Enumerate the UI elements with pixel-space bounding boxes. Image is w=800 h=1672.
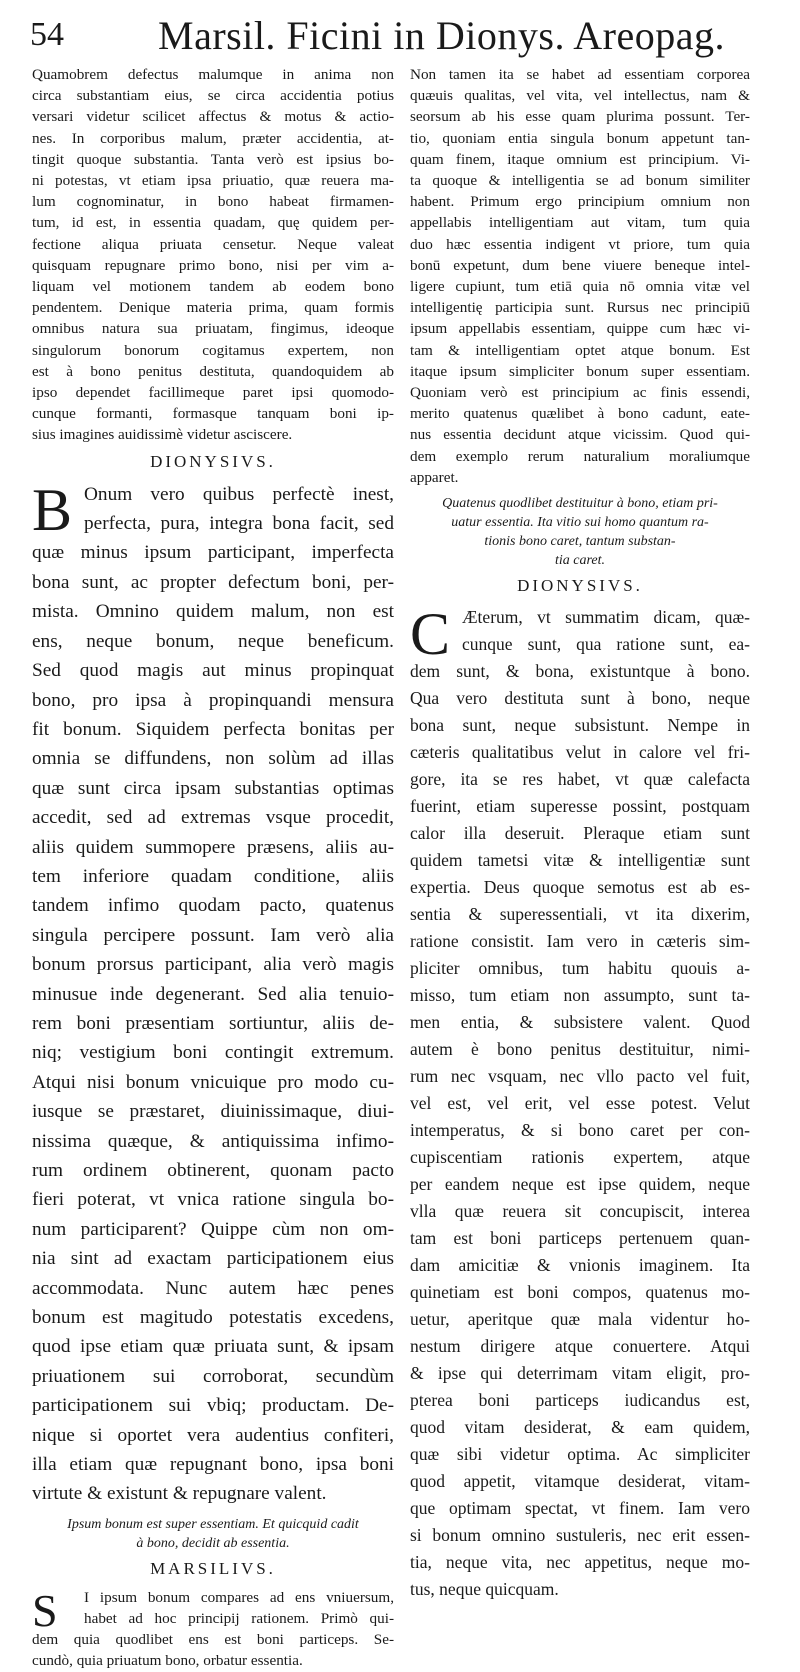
text-line: ta quoque & intelligentia se ad bonum similiter	[410, 172, 750, 190]
text-line: lum cognominatur, in bono habeat firmamen-	[32, 193, 394, 211]
text-line: tam & intelligentiam optet atque bonum. Est	[410, 341, 750, 359]
text-line: cæteris qualitatibus velut in calore vel fri-	[410, 742, 750, 763]
commentary-paragraph	[410, 64, 750, 488]
text-line: calor illa deseruit. Pleraque etiam sunt	[410, 823, 750, 844]
text-line: habent. Primum ergo principium omnium non	[410, 193, 750, 211]
text-line: omnibus natura sua priuatam, fingimus, ideoque	[32, 320, 394, 338]
text-line: seorsum ab his esse quam plurima possunt. Ter-	[410, 108, 750, 126]
text-line: niq; vestigium boni contingit extremum.	[32, 1042, 394, 1064]
text-line: cupiscentiam rationis expertem, atque	[410, 1147, 750, 1168]
text-line: tio, quoniam entia singula bonum appetunt tan-	[410, 129, 750, 147]
text-line: Æterum, vt summatim dicam, quæ-	[462, 607, 750, 628]
text-line: aliis quidem summopere præsens, aliis au-	[32, 836, 394, 858]
text-line: mista. Omnino quidem malum, non est	[32, 601, 394, 623]
text-line: bonum est magitudo potestatis excedens,	[32, 1307, 394, 1329]
page-number: 54	[30, 16, 64, 53]
text-line: uetur, aperitque quæ mala videntur ho-	[410, 1309, 750, 1330]
text-line: apparet.	[410, 468, 459, 486]
text-line: dem sunt, & bona, existuntque à bono.	[410, 661, 750, 682]
drop-cap: S	[32, 1584, 58, 1636]
text-line: circa substantiam eius, se circa accidentia potius	[32, 87, 394, 105]
text-line: bona sunt, ac propter defectum boni, per-	[32, 571, 394, 593]
text-line: Quatenus quodlibet destituitur à bono, etiam pri-	[442, 496, 718, 512]
text-line: intelligentię participia sunt. Rursus nec principiū	[410, 299, 750, 317]
text-line: merito quatenus quælibet à bono cadunt, eate-	[410, 405, 750, 423]
section-heading-marsilius: MARSILIVS.	[150, 1558, 276, 1578]
text-line: ipsum appellabis essentiam, quippe cum hæc vi-	[410, 320, 750, 338]
text-line: quod ipse etiam quæ priuata sunt, & ipsam	[32, 1336, 394, 1358]
text-line: Atqui nisi bonum vnicuique pro modo cu-	[32, 1071, 394, 1093]
section-heading-dionysius: DIONYSIVS.	[517, 576, 643, 596]
text-line: tum, id est, in essentia quadam, quę quidem per-	[32, 214, 394, 232]
text-line: tandem infimo quodam pacto, quatenus	[32, 895, 394, 917]
text-line: vel est, vel erit, vel esse potest. Velut	[410, 1093, 750, 1114]
text-line: accedit, sed ad extremas vsque procedit,	[32, 807, 394, 829]
text-line: tingit quoque substantia. Tanta verò est ipsius bo-	[32, 150, 394, 168]
text-line: ligere cupiunt, tum etiā quia nō omnia vitæ vel	[410, 278, 750, 296]
text-line: I ipsum bonum compares ad ens vniuersum,	[84, 1588, 394, 1606]
text-line: per eandem neque est ipse quidem, neque	[410, 1174, 750, 1195]
text-line: cunque formanti, formasque tanquam boni ip-	[32, 405, 394, 423]
text-line: appellabis intelligentiam aut vitam, tum quia	[410, 214, 750, 232]
text-line: bono, pro ipsa à propinquandi mensura	[32, 689, 394, 711]
text-line: Quamobrem defectus malumque in anima non	[32, 66, 394, 83]
text-line: habet ad hoc principij rationem. Primò qui-	[84, 1610, 394, 1628]
text-line: versari videtur scilicet affectus & motus & actio-	[32, 108, 394, 126]
text-line: quod vitam desiderat, & eam quidem,	[410, 1417, 750, 1438]
text-line: minusue inde degenerant. Sed alia tenuio-	[32, 983, 394, 1005]
text-line: ipso dependet facillimeque paret ipsi quomodo-	[32, 384, 394, 402]
marsilius-paragraph	[32, 1584, 394, 1672]
text-line: fieri poterat, vt vnica ratione singula bo-	[32, 1189, 394, 1211]
text-line: quisquam repugnare primo bono, nisi per vim a-	[32, 256, 394, 274]
text-line: & ipse qui deterrimam vitam eligit, pro-	[410, 1363, 750, 1384]
text-line: quam finem, itaque omnium est principium. Vi-	[410, 150, 750, 168]
text-line: nissima quæque, & antiquissima infimo-	[32, 1130, 394, 1152]
page-header	[30, 12, 760, 58]
text-line: pliciter omnibus, tum habitu quouis a-	[410, 958, 750, 979]
text-line: men entia, & subsistere valent. Quod	[410, 1012, 750, 1033]
text-line: expertia. Deus quoque semotus est ab es-	[410, 877, 750, 898]
text-line: autem è bono penitus destituitur, nimi-	[410, 1039, 750, 1060]
text-line: quinetiam est boni compos, quatenus mo-	[410, 1282, 750, 1303]
text-line: pendentem. Denique materia prima, quam formis	[32, 299, 394, 317]
text-line: iusque se præstaret, diuinissimaque, diui-	[32, 1101, 394, 1123]
text-line: itaque ipsum simpliciter bonum super essentiam.	[410, 362, 750, 380]
text-line: ni potestas, vt etiam ipsa priuatio, quæ reuera ma-	[32, 172, 394, 190]
text-line: virtute & existunt & repugnare valent.	[32, 1483, 327, 1505]
text-line: Qua vero destituta sunt à bono, neque	[410, 688, 750, 709]
text-line: sentia & superessentiali, vt ita dixerim,	[410, 904, 750, 925]
text-line: gore, ita se res habet, vt quæ calefacta	[410, 769, 750, 790]
text-line: accommodata. Nunc autem hæc penes	[32, 1277, 394, 1299]
text-line: quæ sunt circa ipsam substantias optimas	[32, 777, 394, 799]
text-line: duo hæc essentia indigent vt priore, tum quia	[410, 235, 750, 253]
italic-summary	[410, 494, 750, 570]
drop-cap: B	[32, 476, 73, 543]
text-line: nique si oportet vera audentius confiteri,	[32, 1424, 394, 1446]
text-line: quæ minus ipsum participant, imperfecta	[32, 542, 394, 564]
text-line: misso, tum etiam non assumpto, sunt ta-	[410, 985, 750, 1006]
text-line: nia sint ad exactam participationem eius	[32, 1248, 394, 1270]
text-line: Onum vero quibus perfectè inest,	[84, 483, 394, 505]
text-line: dem exemplo rerum naturalium moraliumque	[410, 447, 750, 465]
text-line: omnia se diffundens, non solùm ad illas	[32, 748, 394, 770]
text-line: tam est boni particeps pertenuem quan-	[410, 1228, 750, 1249]
text-line: quæ sibi videtur optima. Ac simpliciter	[410, 1444, 750, 1465]
text-line: bonū expetunt, dum bene viuere beneque intel-	[410, 256, 750, 274]
text-line: Ipsum bonum est super essentiam. Et quicquid cadit	[67, 1516, 359, 1532]
text-line: bonum prorsus participant, alia verò magis	[32, 954, 394, 976]
dionysius-paragraph	[410, 601, 750, 1603]
text-line: rem boni præsentiam sortiuntur, aliis de-	[32, 1012, 394, 1034]
text-line: sius imagines auidissimè videtur asciscere.	[32, 426, 293, 444]
text-line: à bono, decidit ab essentia.	[136, 1535, 290, 1551]
text-line: rum nec vsquam, nec vllo pacto vel fuit,	[410, 1066, 750, 1087]
section-heading-dionysius: DIONYSIVS.	[150, 451, 276, 471]
text-line: cundò, quia priuatum bono, orbatur essentia.	[32, 1652, 303, 1670]
text-line: num participarent? Quippe cùm non om-	[32, 1218, 394, 1240]
text-line: rum ordinem obtinerent, quonam pacto	[32, 1160, 394, 1181]
text-line: ratione consistit. Iam vero in cæteris sim-	[410, 931, 750, 952]
text-line: Quoniam verò est principium ac finis essendi,	[410, 384, 750, 402]
marsilius-text	[32, 1584, 394, 1672]
text-line: dam amicitiæ & vnionis imaginem. Ita	[410, 1255, 750, 1276]
drop-cap: C	[410, 601, 451, 668]
text-line: priuationem sui corroborat, secundùm	[32, 1365, 394, 1387]
text-line: nes. In corporibus malum, præter accidentia, at-	[32, 129, 394, 147]
text-line: Non tamen ita se habet ad essentiam corporea	[410, 66, 750, 83]
text-line: tia, neque vita, nec appetitus, neque mo-	[410, 1552, 750, 1573]
text-line: singulorum bonorum cogitamus expertem, non	[32, 341, 394, 359]
right-column	[410, 64, 750, 1603]
text-line: est à bono penitus destituta, quandoquidem ab	[32, 362, 394, 380]
text-line: si bonum omnino sustuleris, nec erit essen-	[410, 1525, 750, 1546]
text-line: liquam vel motionem tandem ab eodem bono	[32, 278, 394, 296]
text-line: pterea boni particeps iudicandus est,	[410, 1390, 750, 1411]
text-line: illa etiam quæ repugnant bono, ipsa boni	[32, 1454, 394, 1476]
text-line: fectione aliqua priuata censetur. Neque valeat	[32, 235, 394, 253]
left-column	[32, 64, 394, 1672]
text-line: quidem tametsi vitæ & intelligentiæ sunt	[410, 850, 750, 871]
text-line: participationem sui vbiq; productam. De-	[32, 1395, 394, 1417]
text-line: perfecta, pura, integra bona facit, sed	[84, 513, 394, 535]
text-line: quæuis qualitas, vel vita, vel intellectus, nam &	[410, 87, 750, 105]
text-line: dem quia quodlibet ens est boni particeps. Se-	[32, 1631, 394, 1649]
text-line: bona sunt, neque subsistunt. Nempe in	[410, 715, 750, 736]
text-line: tionis bono caret, tantum substan-	[484, 534, 676, 550]
text-line: fit bonum. Siquidem perfecta bonitas per	[32, 718, 394, 740]
running-title: Marsil. Ficini in Dionys. Areopag.	[158, 13, 725, 58]
text-line: uatur essentia. Ita vitio sui homo quantum ra-	[451, 515, 709, 531]
text-line: que optimam spectat, vt finem. Iam vero	[410, 1498, 750, 1519]
italic-summary	[32, 1515, 394, 1553]
text-line: cunque sunt, qua ratione sunt, ea-	[462, 634, 750, 655]
text-line: tem inferiore quadam conditione, aliis	[32, 865, 394, 887]
text-line: nestum dirigere atque conuertere. Atqui	[410, 1336, 750, 1357]
dionysius-paragraph	[32, 476, 394, 1509]
dionysius-text	[410, 601, 750, 1603]
text-line: tia caret.	[554, 553, 606, 569]
text-line: singula percipere possunt. Iam verò alia	[32, 924, 394, 946]
text-line: nus essentia decidunt atque vicissim. Quod qui-	[410, 426, 750, 444]
text-line: quod appetit, vitamque desiderat, vitam-	[410, 1471, 750, 1492]
text-line: fuerint, etiam superesse possint, postquam	[410, 796, 750, 817]
commentary-paragraph	[32, 64, 394, 446]
text-line: tus, neque quicquam.	[410, 1579, 559, 1600]
dionysius-text	[32, 476, 394, 1509]
text-line: vlla quæ reuera sit concupiscit, interea	[410, 1201, 750, 1222]
text-line: intemperatus, & si bono caret per con-	[410, 1120, 750, 1141]
text-line: Sed quod magis aut minus propinquat	[32, 660, 394, 682]
text-line: ens, neque bonum, neque beneficum.	[32, 630, 394, 652]
